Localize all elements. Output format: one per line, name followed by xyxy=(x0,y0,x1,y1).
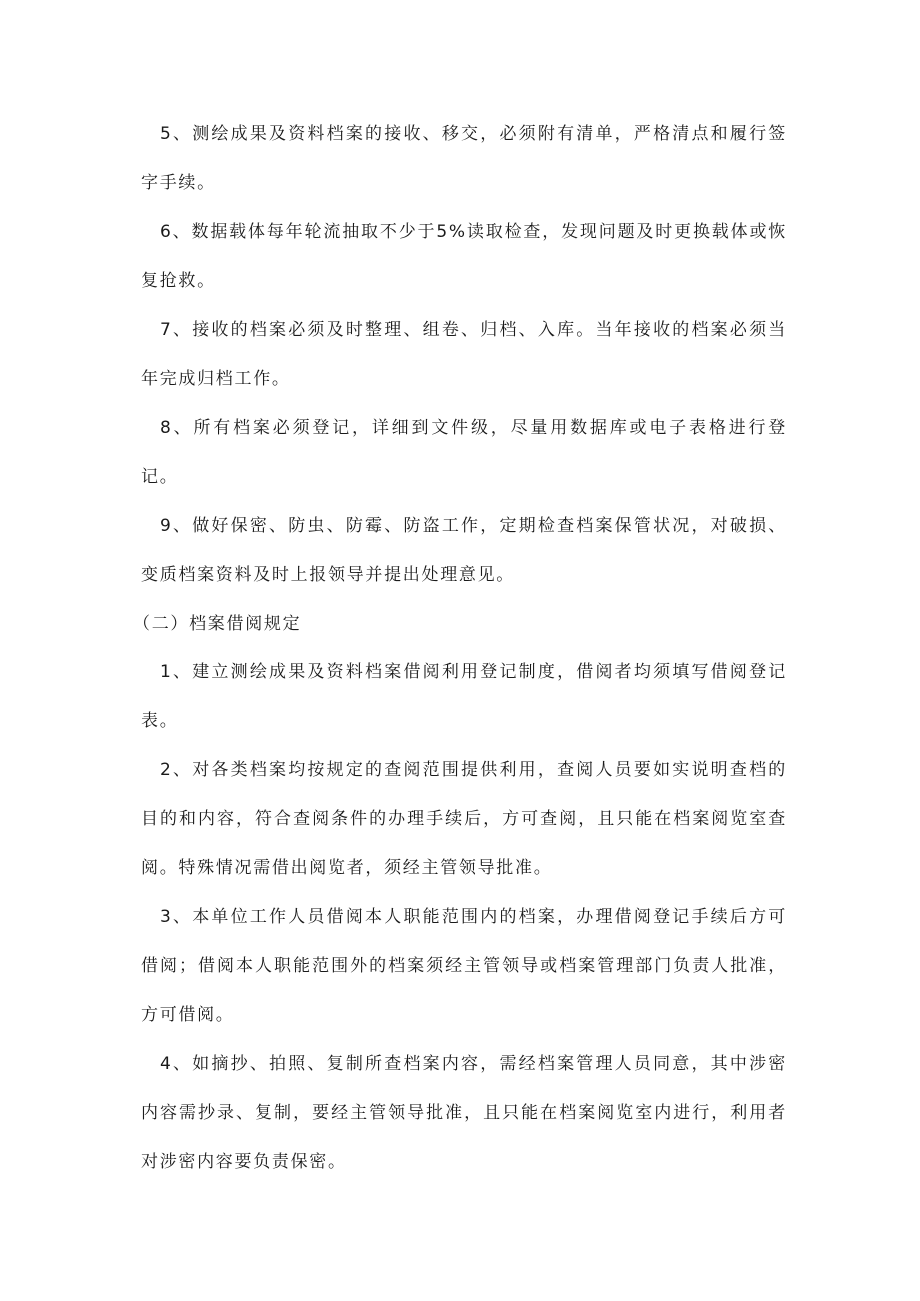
paragraph-item-5: 5、测绘成果及资料档案的接收、移交，必须附有清单，严格清点和履行签字手续。 xyxy=(141,124,787,193)
paragraph-borrow-item-3: 3、本单位工作人员借阅本人职能范围内的档案，办理借阅登记手续后方可借阅；借阅本人职能范围外的档案须经主管领导或档案管理部门负责人批准，方可借阅。 xyxy=(141,907,787,1025)
paragraph-borrow-item-2: 2、对各类档案均按规定的查阅范围提供利用，查阅人员要如实说明查档的目的和内容，符合查阅条件的办理手续后，方可查阅，且只能在档案阅览室查阅。特殊情况需借出阅览者，须经主管领导批准。 xyxy=(141,760,787,878)
paragraph-borrow-item-4: 4、如摘抄、拍照、复制所查档案内容，需经档案管理人员同意，其中涉密内容需抄录、复制，要经主管领导批准，且只能在档案阅览室内进行，利用者对涉密内容要负责保密。 xyxy=(141,1054,787,1172)
section-heading-borrowing-rules: （二）档案借阅规定 xyxy=(133,614,302,634)
paragraph-borrow-item-1: 1、建立测绘成果及资料档案借阅利用登记制度，借阅者均须填写借阅登记表。 xyxy=(141,662,787,731)
paragraph-item-6: 6、数据载体每年轮流抽取不少于5%读取检查，发现问题及时更换载体或恢复抢救。 xyxy=(141,222,787,291)
paragraph-item-7: 7、接收的档案必须及时整理、组卷、归档、入库。当年接收的档案必须当年完成归档工作。 xyxy=(141,320,787,389)
paragraph-item-9: 9、做好保密、防虫、防霉、防盗工作，定期检查档案保管状况，对破损、变质档案资料及时上报领导并提出处理意见。 xyxy=(141,516,787,585)
paragraph-item-8: 8、所有档案必须登记，详细到文件级，尽量用数据库或电子表格进行登记。 xyxy=(141,418,787,487)
